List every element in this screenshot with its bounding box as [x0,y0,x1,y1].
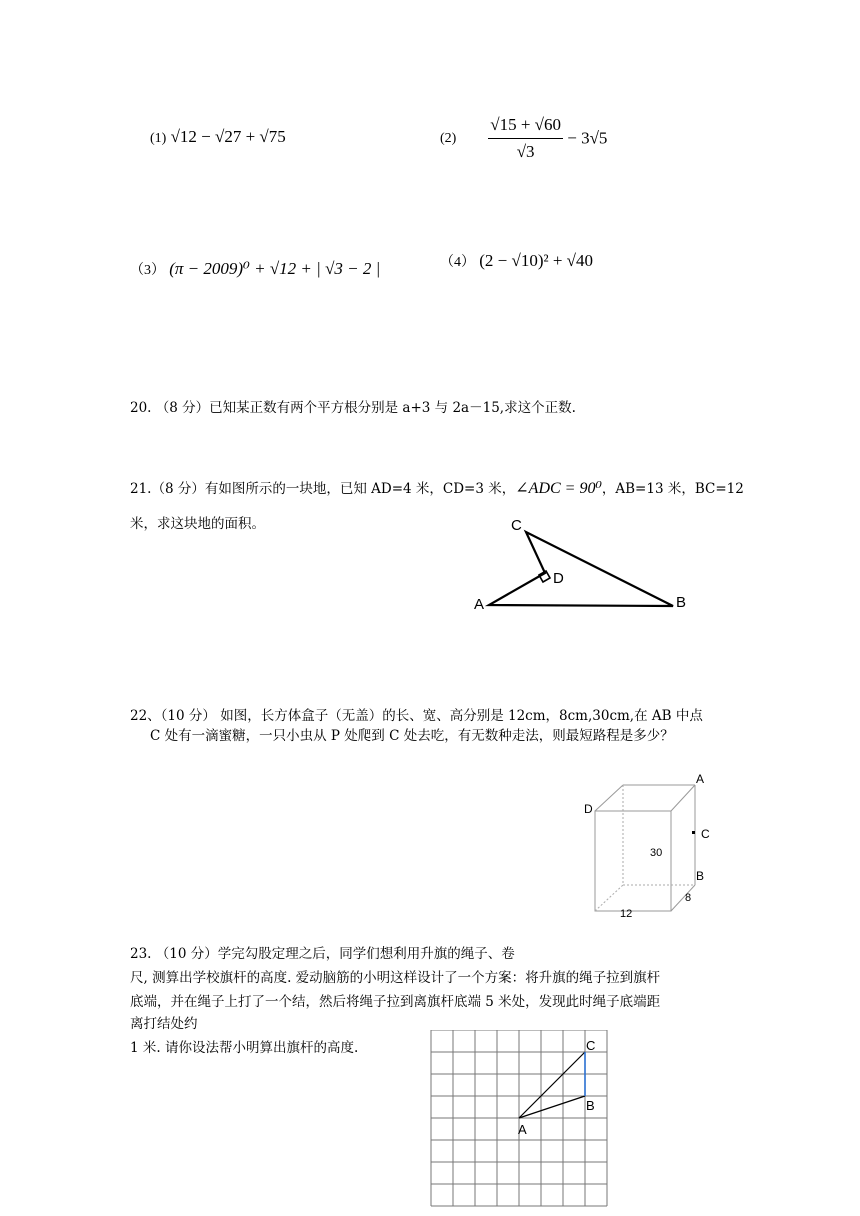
q22-box-figure [575,765,735,925]
q22-point-c-dot [692,831,695,834]
q19-part4-expr: (2 − √10)² + √40 [479,251,594,270]
q23-line-ac [519,1052,585,1118]
q19-part1-label: (1) [150,131,167,146]
q22-label-a: A [696,772,705,786]
question-22-line2: C 处有一滴蜜糖，一只小虫从 P 处爬到 C 处去吃，有无数种走法，则最短路程是多少？ [150,728,674,744]
q21-label-c: C [511,517,522,534]
q22-label-height: 30 [650,847,663,859]
q22-box-front-face [595,811,671,911]
q19-part2-label: (2) [440,130,457,146]
q21-line1-b: ，AB=13 米，BC=12 [601,481,744,497]
q21-line1-a: 21.（8 分）有如图所示的一块地，已知 AD=4 米，CD=3 米， [130,481,516,497]
q19-part3-expr: (π − 2009)⁰ + √12 + | √3 − 2 | [169,259,381,278]
q19-part3-label: （3） [130,263,165,278]
q21-right-angle-mark [539,571,550,582]
q22-label-d: D [584,802,593,816]
q19-part2-numerator: √15 + √60 [488,114,563,139]
q22-label-width: 8 [685,892,692,904]
q22-box-edge [671,785,695,811]
q23-grid-figure [430,1030,610,1212]
q21-label-b: B [676,594,687,611]
q19-part2-denominator: √3 [516,142,535,161]
q19-part2 [440,114,607,163]
question-23-line1: 23. （10 分）学完勾股定理之后，同学们想利用升旗的绳子、卷 [130,946,515,962]
q22-box-edge [595,785,623,811]
q21-angle: ∠ADC = 90⁰ [515,480,602,497]
question-23-line4: 离打结处约 [130,1016,198,1032]
q19-part2-fraction [488,114,563,163]
question-22-line1: 22、（10 分） 如图，长方体盒子（无盖）的长、宽、高分别是 12cm，8cm,30cm,在 AB 中点 [130,708,703,724]
q19-part1 [150,126,286,149]
q23-label-b: B [586,1098,595,1113]
q19-part1-expr: √12 − √27 + √75 [170,127,286,146]
q22-label-b: B [696,869,705,883]
q21-label-d: D [553,570,564,587]
q21-label-a: A [474,596,485,613]
q21-figure [460,510,700,620]
question-23-line2: 尺, 测算出学校旗杆的高度. 爱动脑筋的小明这样设计了一个方案：将升旗的绳子拉到旗杆 [130,970,661,986]
q23-label-a: A [518,1122,527,1137]
q22-box-hidden-edge [595,885,623,911]
q19-part2-tail: − 3√5 [567,128,608,148]
q19-part4-label: （4） [440,255,475,270]
q19-part4 [440,250,593,273]
q23-label-c: C [586,1038,596,1053]
q22-label-length: 12 [620,908,633,920]
question-23-line5: 1 米. 请你设法帮小明算出旗杆的高度. [130,1040,359,1056]
q21-quadrilateral [489,532,673,606]
q22-label-c: C [701,827,710,841]
question-20: 20. （8 分）已知某正数有两个平方根分别是 a+3 与 2a－15,求这个正数. [130,400,576,416]
question-21-line1 [130,478,744,500]
q19-part3 [130,258,380,281]
question-21-line2: 米，求这块地的面积。 [130,516,265,532]
q22-box-edge [671,885,695,911]
q23-line-ab [519,1096,585,1118]
question-23-line3: 底端，并在绳子上打了一个结，然后将绳子拉到离旗杆底端 5 米处，发现此时绳子底端距 [130,994,661,1010]
